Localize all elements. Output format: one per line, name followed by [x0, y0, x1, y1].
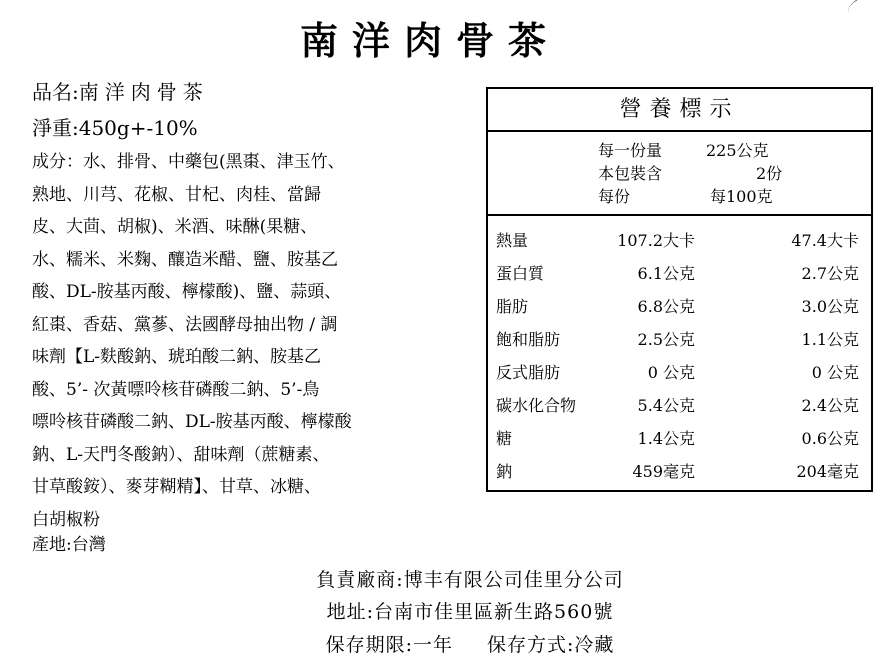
nutrition-row	[488, 356, 871, 389]
ingredients-line: 成分：水、排骨、中藥包(黑棗、津玉竹、	[32, 152, 345, 172]
nutrition-row	[488, 455, 871, 488]
ingredients-line: 嘌呤核苷磷酸二鈉、DL-胺基丙酸、檸檬酸	[32, 412, 352, 432]
product-name-value: 南洋肉骨茶	[78, 80, 209, 104]
ingredients-line: 酸、5’- 次黃嘌呤核苷磷酸二鈉、5’-鳥	[32, 379, 320, 400]
nutrient-label: 蛋白質	[496, 264, 545, 283]
nutrition-heading: 營養標示	[488, 89, 871, 132]
nutrient-label: 熱量	[496, 231, 529, 250]
storage-method: 保存方式:冷藏	[487, 634, 615, 656]
nutrient-per-serving: 1.4公克	[637, 429, 695, 448]
nutrient-per-100g: 0.6公克	[801, 429, 859, 448]
nutrition-row	[488, 323, 871, 356]
ingredients-line: 味劑【L-麩酸鈉、琥珀酸二鈉、胺基乙	[32, 347, 322, 367]
nutrient-per-100g: 1.1公克	[801, 330, 859, 349]
nutrient-label: 鈉	[496, 462, 513, 481]
nutrition-row	[488, 257, 871, 290]
nutrient-label: 飽和脂肪	[496, 330, 561, 349]
nutrition-row	[488, 422, 871, 455]
per-100g-header: 每100克	[710, 187, 773, 206]
nutrient-per-100g: 204毫克	[796, 462, 859, 481]
ingredients-list	[32, 146, 352, 536]
ingredients-line: 紅棗、香菇、黨蔘、法國酵母抽出物 / 調	[32, 314, 338, 335]
nutrient-per-serving: 5.4公克	[637, 396, 695, 415]
nutrient-per-100g: 47.4大卡	[791, 231, 859, 250]
nutrition-row	[488, 224, 871, 257]
nutrient-per-100g: 2.4公克	[801, 396, 859, 415]
net-weight: 淨重:450g+-10%	[32, 116, 198, 140]
nutrient-per-serving: 6.1公克	[637, 264, 695, 283]
serving-info	[488, 132, 871, 216]
storage-info	[0, 630, 881, 657]
nutrient-per-serving: 2.5公克	[637, 330, 695, 349]
address: 地址:台南市佳里區新生路560號	[326, 601, 614, 623]
ingredients-line: 甘草酸銨）、麥芽糊精】、甘草、冰糖、	[32, 477, 321, 497]
serving-size-value: 225公克	[706, 141, 769, 160]
product-name-label: 品名:	[32, 80, 79, 104]
ingredients-line: 熟地、川芎、花椒、甘杞、肉桂、當歸	[32, 184, 321, 205]
nutrition-facts-box	[486, 87, 873, 492]
origin: 產地:台灣	[32, 535, 106, 555]
nutrient-per-100g: 2.7公克	[801, 264, 859, 283]
servings-per-pack-label: 本包裝含	[598, 164, 663, 183]
nutrient-per-100g: 3.0公克	[801, 297, 859, 316]
ingredients-line: 水、糯米、米麴、釀造米醋、鹽、胺基乙	[32, 249, 338, 270]
nutrient-label: 脂肪	[496, 297, 529, 316]
nutrient-per-serving: 107.2大卡	[617, 231, 695, 250]
ingredients-line: 白胡椒粉	[32, 509, 100, 530]
nutrient-per-serving: 459毫克	[632, 462, 695, 481]
servings-per-pack-value: 2份	[756, 164, 783, 183]
nutrient-per-serving: 0 公克	[647, 363, 695, 382]
ingredients-line: 鈉、L-天門冬酸鈉）、甜味劑（蔗糖素、	[32, 444, 330, 465]
nutrient-label: 糖	[496, 429, 513, 448]
ingredients-line: 皮、大茴、胡椒)、米酒、味醂(果糖、	[32, 217, 318, 237]
serving-size-label: 每一份量	[598, 141, 663, 160]
nutrition-row	[488, 389, 871, 422]
nutrient-per-serving: 6.8公克	[637, 297, 695, 316]
nutrient-label: 反式脂肪	[496, 363, 561, 382]
manufacturer: 負責廠商:博丰有限公司佳里分公司	[316, 569, 624, 591]
nutrition-row	[488, 290, 871, 323]
product-name	[32, 76, 209, 105]
per-serving-header: 每份	[598, 187, 631, 206]
nutrient-per-100g: 0 公克	[811, 363, 859, 382]
ingredients-line: 酸、DL-胺基丙酸、檸檬酸)、鹽、蒜頭、	[32, 282, 342, 302]
shelf-life: 保存期限:一年	[325, 634, 453, 656]
product-title: 南洋肉骨茶	[299, 18, 560, 63]
nutrient-label: 碳水化合物	[496, 396, 577, 415]
